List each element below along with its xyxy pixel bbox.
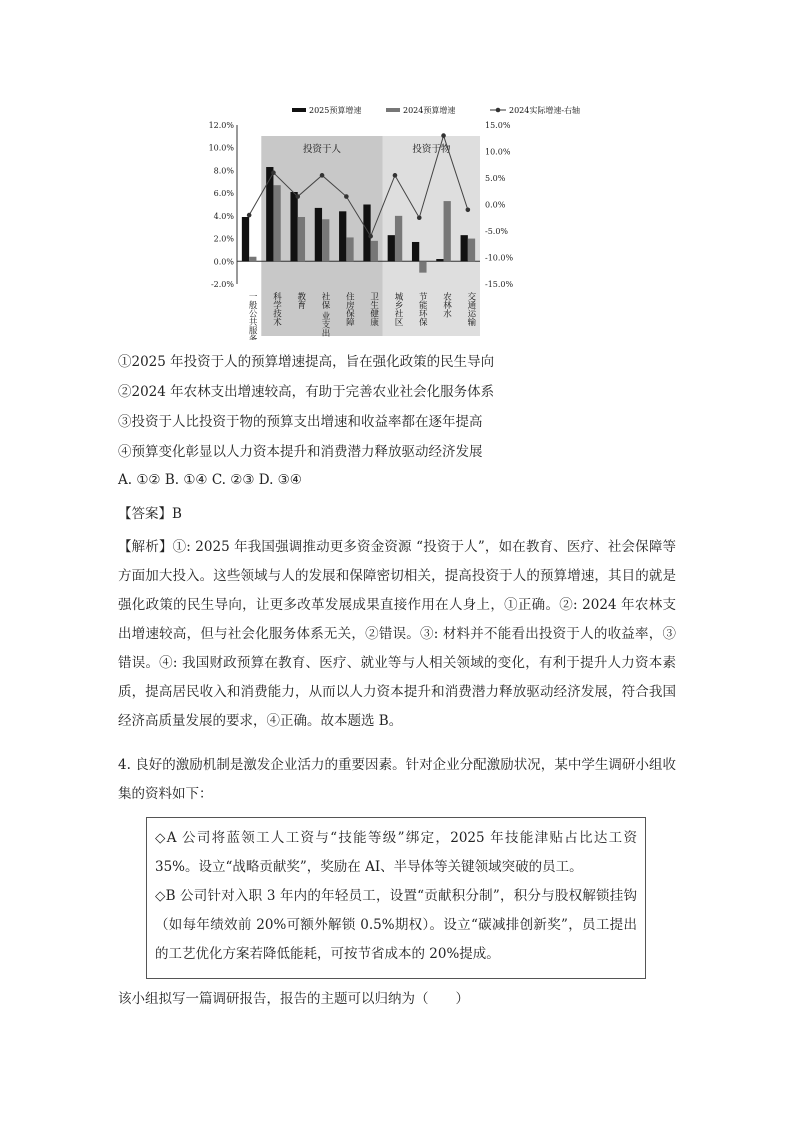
bar-2025-3 <box>315 208 322 261</box>
right-tick-label: -10.0% <box>485 253 514 263</box>
line-point-3 <box>320 173 325 178</box>
category-label-2: 教育 <box>295 292 306 309</box>
legend-swatch-2025 <box>292 108 306 112</box>
option-2: ②2024 年农林支出增速较高，有助于完善农业社会化服务体系 <box>118 384 495 400</box>
material-box <box>146 817 646 979</box>
bar-2024-7 <box>419 261 426 272</box>
bar-2025-7 <box>412 242 419 261</box>
category-label-9: 交通运输 <box>465 292 476 326</box>
option-3: ③投资于人比投资于物的预算支出增速和收益率都在逐年提高 <box>118 414 483 430</box>
left-tick-label: 0.0% <box>213 257 234 267</box>
line-point-2 <box>295 194 300 199</box>
right-tick-label: -5.0% <box>485 227 509 236</box>
line-point-4 <box>344 194 349 199</box>
bar-2024-1 <box>273 185 280 261</box>
bar-2024-6 <box>395 216 402 261</box>
line-point-8 <box>441 133 446 138</box>
group-label-people: 投资于人 <box>303 144 342 155</box>
left-tick-label: -2.0% <box>210 280 234 289</box>
option-1: ①2025 年投资于人的预算增速提高，旨在强化政策的民生导向 <box>118 354 495 370</box>
analysis-text: ①: 2025 年我国强调推动更多资金资源 “投资于人”，如在教育、医疗、社会保障等方面加大投入。这些领域与人的发展和保障密切相关，提高投资于人的预算增速，其目的就是强化政策的民生导向，让更多改革发展成果直接作用在人身上，①正确。②: 2024 年农林支出增速较高，但与社会化服务体系无关，②错误。③: 材料并不能看出投资于人的收益率，③错误。④: 我国财政预算在教育、医疗、就业等与人相关领域的变化，有利于提升人力资本素质，提高居民收入和消费能力，从而以人力资本提升和消费潜力释放驱动经济发展，符合我国经济高质量发展的要求，④正确。故本题选 B。 <box>118 539 676 729</box>
category-label-1: 科学技术 <box>271 292 282 326</box>
left-tick-label: 6.0% <box>213 189 234 199</box>
bar-2024-8 <box>444 201 451 261</box>
bar-2024-5 <box>371 241 378 261</box>
bar-2025-9 <box>461 235 468 261</box>
bar-2024-0 <box>249 257 256 262</box>
group-label-things: 投资于物 <box>412 144 451 155</box>
bar-2025-4 <box>339 211 346 261</box>
line-point-6 <box>393 173 398 178</box>
bar-2025-0 <box>242 217 249 261</box>
category-label-5: 卫生健康 <box>368 292 379 326</box>
bar-2024-9 <box>468 239 475 262</box>
material-b: ◇B 公司针对入职 3 年内的年轻员工，设置“贡献积分制”，积分与股权解锁挂钩（如每年绩效前 20%可额外解锁 0.5%期权）。设立“碳减排创新奖”，员工提出的工艺优化方案若降低能耗，可按节省成本的 20%提成。 <box>155 888 637 962</box>
material-a: ◇A 公司将蓝领工人工资与“技能等级”绑定，2025 年技能津贴占比达工资 35%。设立“战略贡献奖”，奖励在 AI、半导体等关键领域突破的员工。 <box>155 830 637 875</box>
category-label-3: 社保 业支出 <box>320 292 331 338</box>
legend-swatch-2024 <box>386 108 400 112</box>
analysis-paragraph <box>118 533 676 736</box>
legend-label-2025: 2025预算增速 <box>309 106 362 115</box>
category-label-8: 农林水 <box>441 292 452 318</box>
category-label-6: 城乡社区 <box>392 292 403 326</box>
question-4: 4. 良好的激励机制是激发企业活力的重要因素。针对企业分配激励状况，某中学生调研小组收集的资料如下： <box>118 757 676 802</box>
line-point-0 <box>247 213 252 218</box>
category-label-4: 住房保障 <box>344 292 355 326</box>
legend-label-actual: 2024实际增速-右轴 <box>509 106 581 115</box>
line-point-5 <box>368 234 373 239</box>
right-tick-label: 0.0% <box>485 200 506 210</box>
bar-2025-8 <box>436 259 443 261</box>
legend-label-2024: 2024预算增速 <box>403 106 456 115</box>
right-tick-label: 5.0% <box>485 174 506 183</box>
left-tick-label: 8.0% <box>213 166 234 176</box>
left-tick-label: 12.0% <box>208 121 234 130</box>
option-4: ④预算变化彰显以人力资本提升和消费潜力释放驱动经济发展 <box>118 444 483 460</box>
left-tick-label: 2.0% <box>213 234 234 244</box>
left-tick-label: 10.0% <box>208 143 234 153</box>
right-tick-label: 10.0% <box>485 147 511 157</box>
bar-2024-2 <box>298 217 305 261</box>
bar-2024-3 <box>322 219 329 261</box>
category-label-7: 节能环保 <box>417 292 428 326</box>
category-label-0: 一般公共服务 <box>247 292 258 340</box>
right-tick-label: 15.0% <box>485 121 511 130</box>
analysis-label: 【解析】 <box>118 539 173 555</box>
bar-2025-2 <box>290 192 297 261</box>
chart-svg <box>200 100 600 340</box>
line-point-9 <box>466 208 471 213</box>
question-tail: 该小组拟写一篇调研报告，报告的主题可以归纳为（ ） <box>118 991 469 1007</box>
bar-2025-5 <box>363 205 370 262</box>
right-tick-label: -15.0% <box>485 280 514 289</box>
line-point-7 <box>417 215 422 220</box>
choices: A. ①② B. ①④ C. ②③ D. ③④ <box>118 472 302 488</box>
bar-2025-1 <box>266 167 273 261</box>
budget-growth-chart <box>200 100 600 340</box>
bar-2024-4 <box>346 237 353 261</box>
bar-2025-6 <box>388 235 395 261</box>
answer: 【答案】B <box>118 506 182 522</box>
line-point-1 <box>271 170 276 175</box>
legend-marker-actual <box>496 108 501 113</box>
left-tick-label: 4.0% <box>213 211 234 221</box>
